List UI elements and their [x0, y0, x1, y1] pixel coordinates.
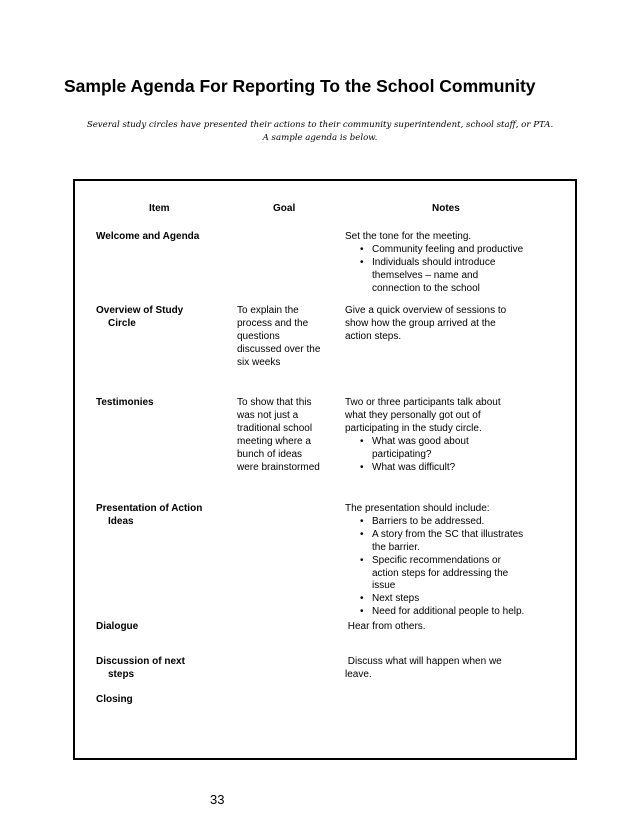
note-line: Hear from others. [345, 621, 426, 632]
note-line: leave. [345, 668, 372, 680]
intro-line: A sample agenda is below. [262, 132, 378, 143]
bullet-item [345, 436, 565, 462]
intro-line: Several study circles have presented their actions to their community superintendent, school staff, or PTA. [86, 120, 554, 130]
notes-welcome [345, 231, 565, 296]
item-line: Testimonies [96, 397, 154, 408]
note-line: action steps. [345, 330, 402, 342]
goal-line: process and the [237, 317, 309, 329]
bullet-item [345, 244, 565, 257]
bullet-line: • Community feeling and productive [372, 243, 524, 255]
item-line: Presentation of Action [96, 503, 203, 514]
header-goal: Goal [273, 203, 296, 214]
goal-line: bunch of ideas [237, 448, 303, 460]
header-notes: Notes [432, 203, 460, 214]
page-title: Sample Agenda For Reporting To the School Community [64, 76, 536, 96]
bullet-line: • What was good about [372, 435, 469, 447]
notes-testimonies [345, 397, 565, 474]
goal-line: meeting where a [237, 435, 311, 447]
agenda-item-dialogue [96, 621, 226, 634]
bullet-line: connection to the school [372, 282, 480, 294]
note-line: what they personally got out of [345, 409, 481, 421]
goal-line: discussed over the [237, 343, 321, 355]
header-item: Item [149, 203, 170, 214]
goal-testimonies [237, 397, 337, 474]
item-line: Welcome and Agenda [96, 231, 200, 242]
goal-line: traditional school [237, 422, 313, 434]
bullet-line: • Need for additional people to help. [372, 606, 525, 618]
note-line: Discuss what will happen when we [345, 656, 502, 667]
bullet-list [345, 244, 565, 296]
bullet-line: • Specific recommendations or [372, 554, 501, 566]
bullet-item [345, 462, 565, 475]
goal-line: questions [237, 330, 280, 342]
goal-line: To explain the [237, 305, 299, 316]
bullet-list [345, 516, 565, 619]
bullet-item [345, 593, 565, 606]
item-line: Closing [96, 694, 133, 705]
bullet-item [345, 529, 565, 555]
bullet-item [345, 555, 565, 594]
bullet-line: • Individuals should introduce [372, 256, 496, 268]
agenda-item-overview [96, 305, 226, 331]
item-line: Circle [108, 317, 136, 329]
bullet-line: • A story from the SC that illustrates [372, 528, 524, 540]
agenda-item-closing [96, 694, 226, 707]
agenda-item-testimonies [96, 397, 226, 410]
note-line: participating in the study circle. [345, 422, 482, 434]
note-line: The presentation should include: [345, 503, 490, 514]
agenda-item-presentation [96, 503, 226, 529]
note-line: show how the group arrived at the [345, 317, 496, 329]
bullet-line: issue [372, 580, 396, 592]
bullet-line: the barrier. [372, 541, 420, 553]
bullet-line: • Next steps [372, 593, 420, 605]
note-line: Set the tone for the meeting. [345, 231, 472, 242]
notes-dialogue [345, 621, 565, 634]
bullet-line: • Barriers to be addressed. [372, 515, 485, 527]
notes-presentation [345, 503, 565, 619]
agenda-item-discussion [96, 656, 226, 682]
goal-line: were brainstormed [237, 461, 320, 473]
notes-overview [345, 305, 565, 344]
item-line: Overview of Study [96, 305, 184, 316]
goal-line: was not just a [237, 409, 299, 421]
bullet-item [345, 606, 565, 619]
bullet-list [345, 436, 565, 475]
bullet-line: action steps for addressing the [372, 567, 509, 579]
bullet-item [345, 257, 565, 296]
goal-overview [237, 305, 337, 370]
item-line: Discussion of next [96, 656, 185, 667]
note-line: Give a quick overview of sessions to [345, 305, 507, 316]
item-line: steps [108, 668, 135, 680]
page-number: 33 [210, 792, 225, 807]
goal-line: six weeks [237, 356, 281, 368]
intro-text [60, 119, 580, 144]
item-line: Dialogue [96, 621, 139, 632]
item-line: Ideas [108, 515, 134, 527]
notes-discussion [345, 656, 565, 682]
agenda-item-welcome [96, 231, 226, 244]
bullet-item [345, 516, 565, 529]
goal-line: To show that this [237, 397, 312, 408]
bullet-line: • What was difficult? [372, 461, 456, 473]
note-line: Two or three participants talk about [345, 397, 501, 408]
bullet-line: participating? [372, 448, 432, 460]
bullet-line: themselves – name and [372, 269, 479, 281]
